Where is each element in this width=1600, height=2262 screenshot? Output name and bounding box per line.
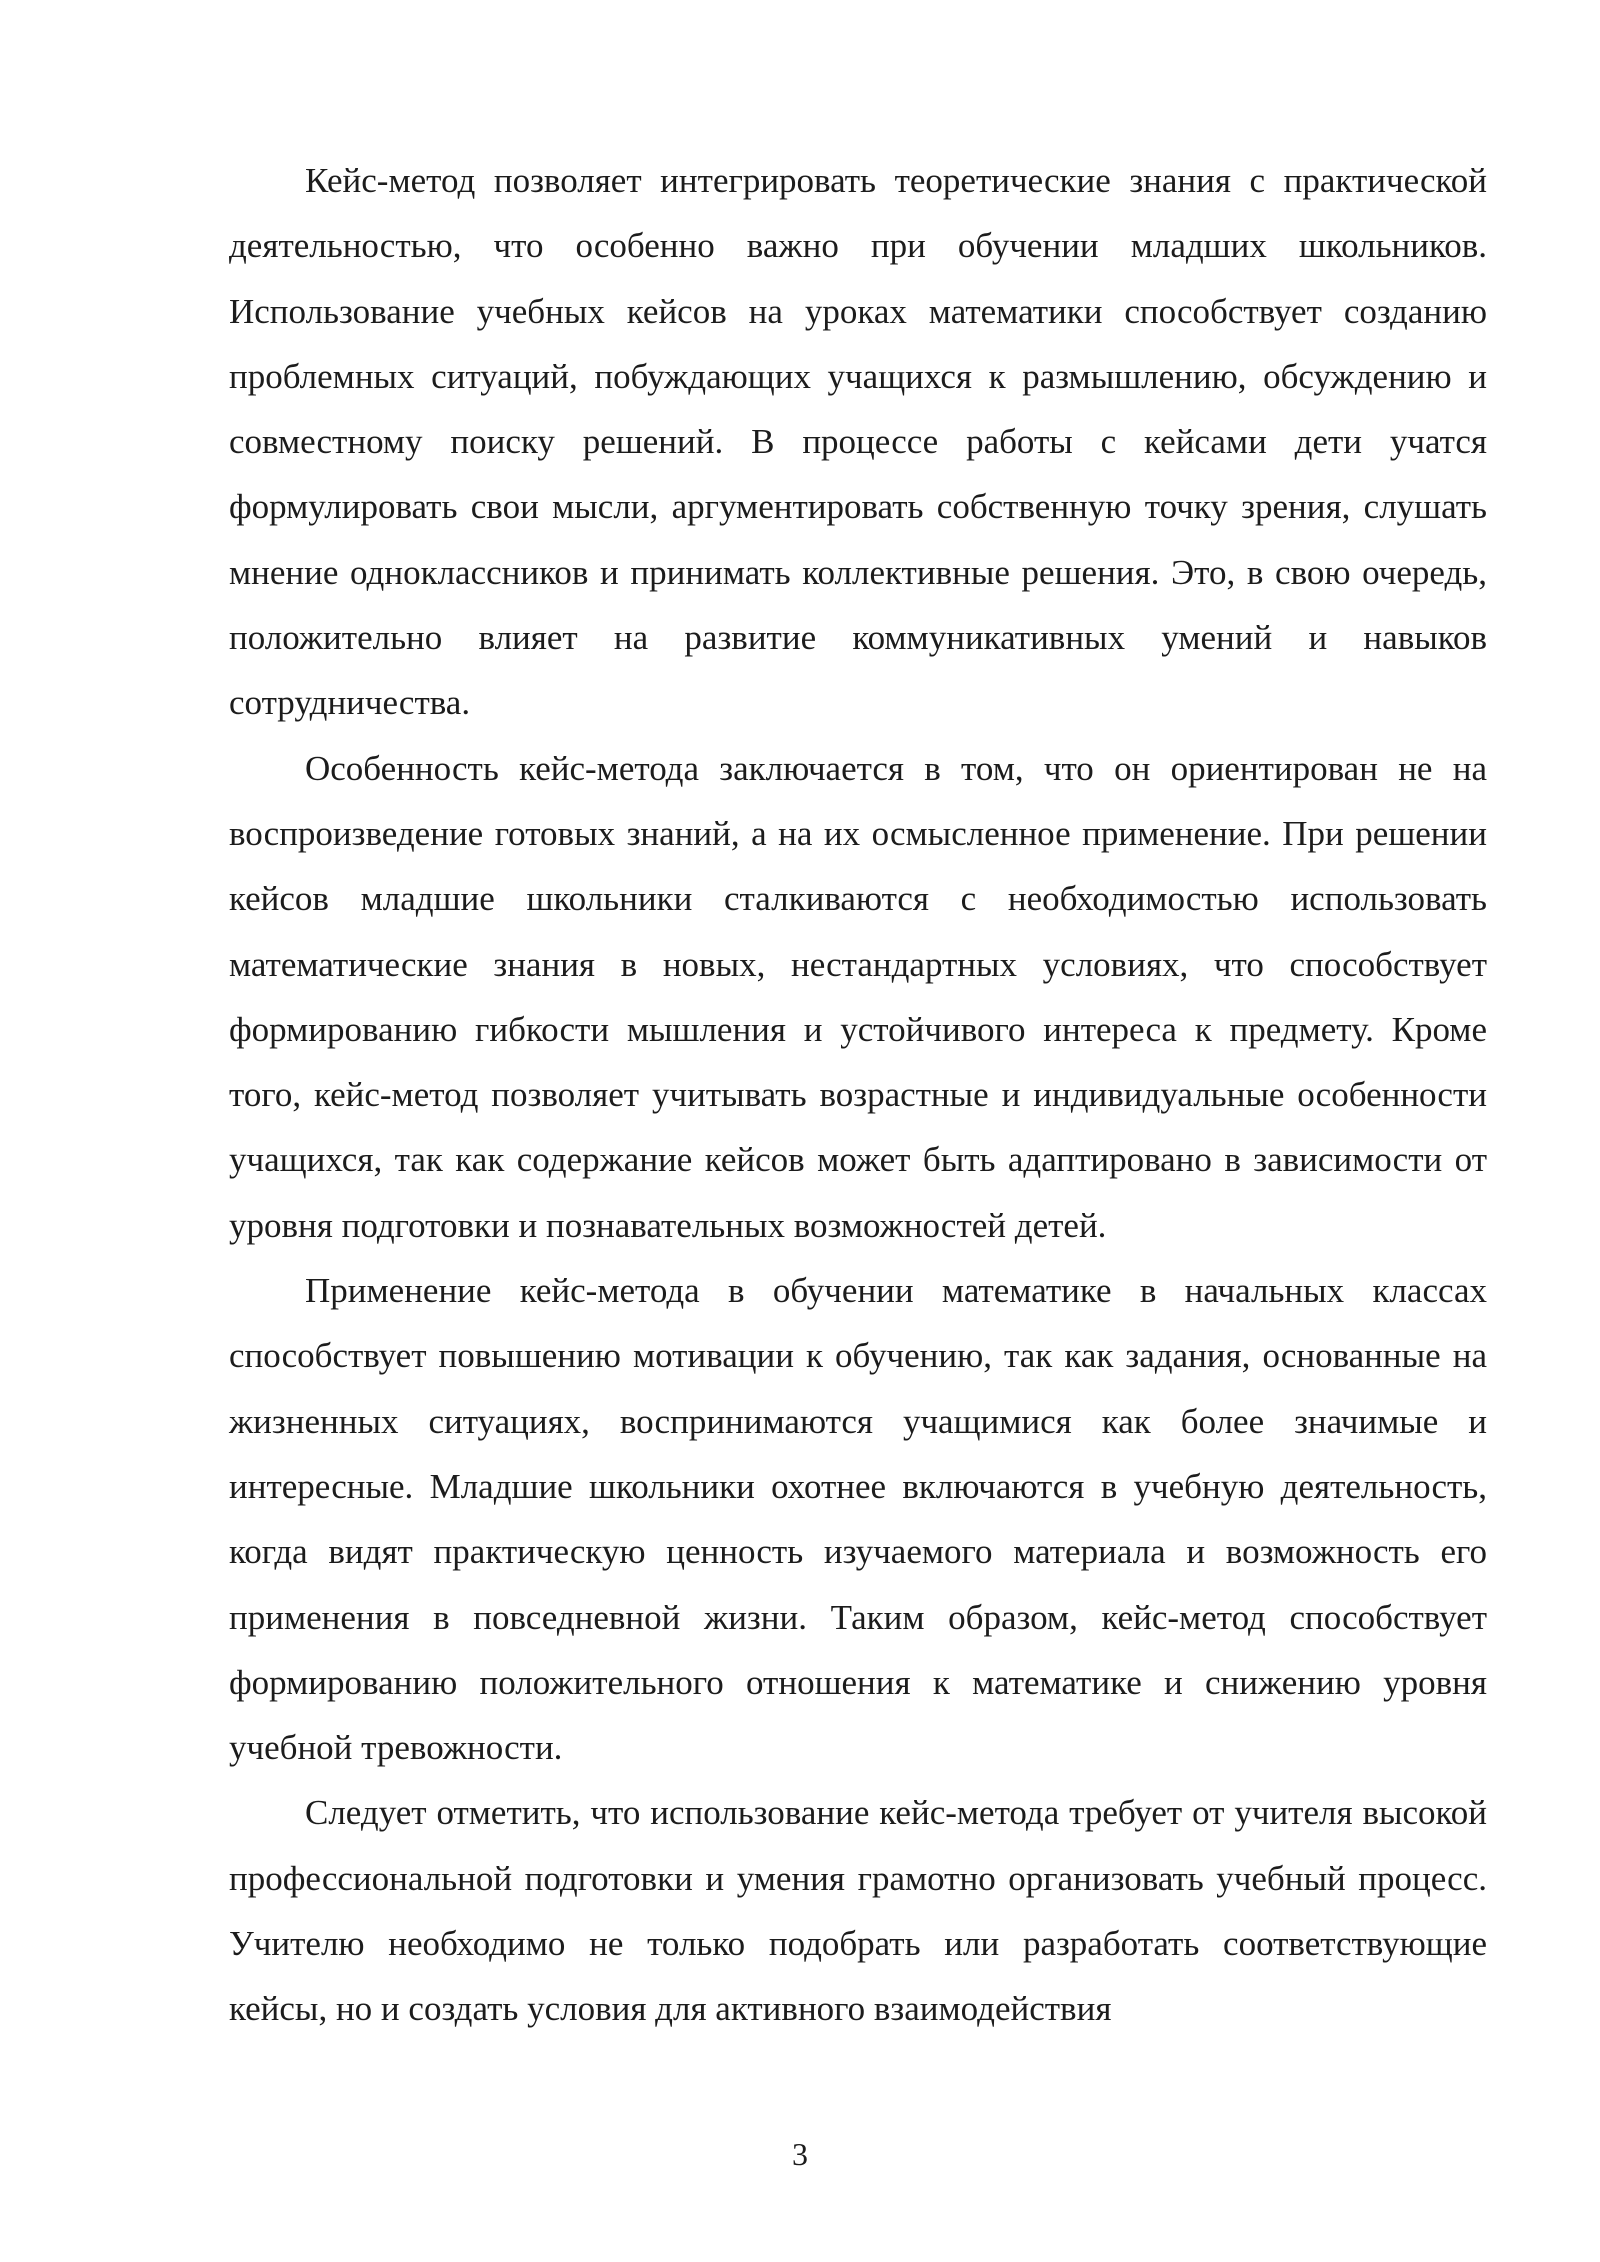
paragraph-1: Кейс-метод позволяет интегрировать теоретические знания с практической деятельностью, что особенно важно при обучении младших школьников. Использование учебных кейсов на уроках математики способствует созданию проблемных ситуаций, побуждающих учащихся к размышлению, обсуждению и совместному поиску решений. В процессе работы с кейсами дети учатся формулировать свои мысли, аргументировать собственную точку зрения, слушать мнение одноклассников и принимать коллективные решения. Это, в свою очередь, положительно влияет на развитие коммуникативных умений и навыков сотрудничества.: [229, 161, 1487, 723]
page-number: 3: [792, 2136, 808, 2172]
paragraph-2: Особенность кейс-метода заключается в том, что он ориентирован не на воспроизведение готовых знаний, а на их осмысленное применение. При решении кейсов младшие школьники сталкиваются с необходимостью использовать математические знания в новых, нестандартных условиях, что способствует формированию гибкости мышления и устойчивого интереса к предмету. Кроме того, кейс-метод позволяет учитывать возрастные и индивидуальные особенности учащихся, так как содержание кейсов может быть адаптировано в зависимости от уровня подготовки и познавательных возможностей детей.: [229, 748, 1487, 1245]
paragraph-4: Следует отметить, что использование кейс-метода требует от учителя высокой профессиональной подготовки и умения грамотно организовать учебный процесс. Учителю необходимо не только подобрать или разработать соответствующие кейсы, но и создать условия для активного взаимодействия: [229, 1793, 1487, 2029]
document-body: [229, 148, 1487, 2042]
paragraph-3: Применение кейс-метода в обучении математике в начальных классах способствует повышению мотивации к обучению, так как задания, основанные на жизненных ситуациях, воспринимаются учащимися как более значимые и интересные. Младшие школьники охотнее включаются в учебную деятельность, когда видят практическую ценность изучаемого материала и возможность его применения в повседневной жизни. Таким образом, кейс-метод способствует формированию положительного отношения к математике и снижению уровня учебной тревожности.: [229, 1271, 1487, 1768]
